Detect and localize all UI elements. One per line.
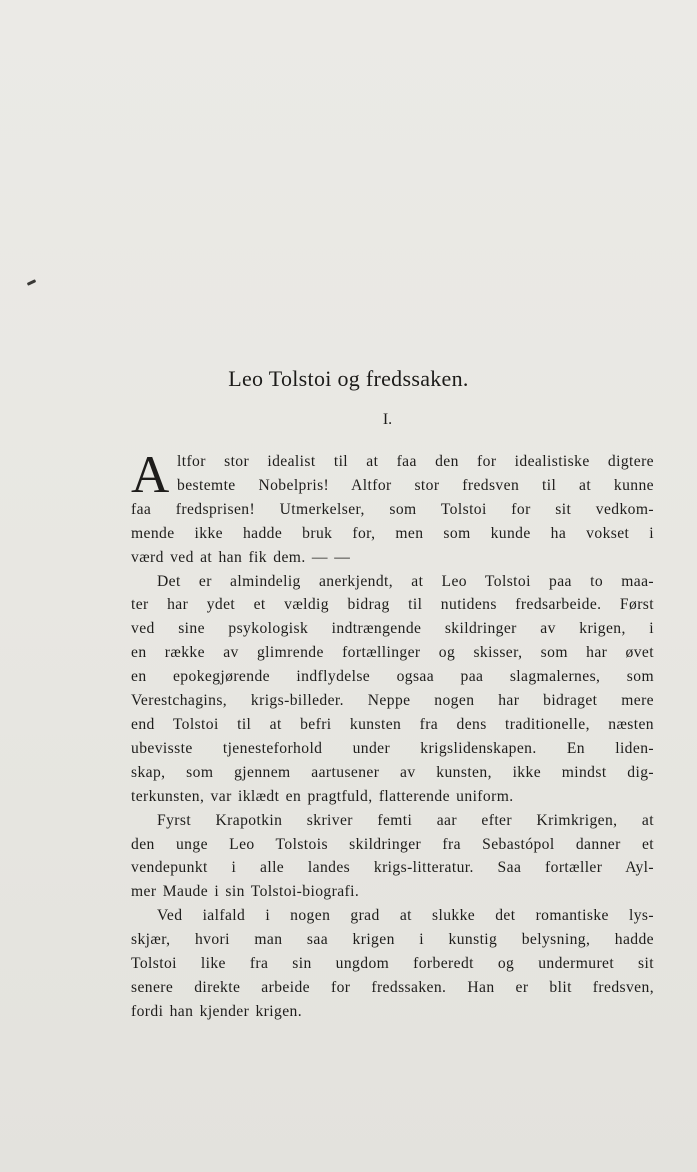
paragraph-1 (131, 446, 654, 570)
text-line: den unge Leo Tolstois skildringer fra Sebastópol danner et (131, 835, 654, 853)
text-line: mer Maude i sin Tolstoi-biografi. (131, 883, 360, 901)
text-line: senere direkte arbeide for fredssaken. Han er blit fredsven, (131, 978, 654, 996)
text-line: en række av glimrende fortællinger og skisser, som har øvet (131, 644, 654, 662)
text-line: skjær, hvori man saa krigen i kunstig belysning, hadde (131, 931, 654, 949)
paragraph-3 (131, 809, 654, 905)
text-line: fordi han kjender krigen. (131, 1002, 303, 1020)
section-number: I. (382, 411, 393, 428)
text-line: ltfor stor idealist til at faa den for idealistiske digtere (177, 453, 654, 470)
text-line: Fyrst Krapotkin skriver femti aar efter Krimkrigen, at (157, 811, 654, 829)
text-line: end Tolstoi til at befri kunsten fra dens traditionelle, næsten (131, 715, 654, 733)
text-line: værd ved at han fik dem. — — (131, 548, 351, 566)
page-mark (27, 279, 36, 286)
text-line: vendepunkt i alle landes krigs-litteratur. Saa fortæller Ayl- (131, 859, 654, 877)
text-line: skap, som gjennem aartusener av kunsten, ikke mindst dig- (131, 763, 654, 781)
text-line: Verestchagins, krigs-billeder. Neppe nogen har bidraget mere (131, 692, 654, 710)
text-line: Tolstoi like fra sin ungdom forberedt og undermuret sit (131, 955, 654, 973)
paragraph-2 (131, 570, 654, 809)
chapter-title: Leo Tolstoi og fredssaken. (228, 366, 469, 391)
text-line: mende ikke hadde bruk for, men som kunde ha vokset i (131, 524, 654, 542)
text-line: terkunsten, var iklædt en pragtfuld, flatterende uniform. (131, 787, 514, 805)
text-line: Det er almindelig anerkjendt, at Leo Tolstoi paa to maa- (157, 572, 654, 590)
text-line: ubevisste tjenesteforhold under krigslidenskapen. En liden- (131, 739, 654, 757)
text-line: en epokegjørende indflydelse ogsaa paa slagmalernes, som (131, 668, 654, 686)
drop-cap: A (131, 446, 170, 504)
text-line: ter har ydet et vældig bidrag til nutidens fredsarbeide. Først (131, 596, 654, 614)
text-line: ved sine psykologisk indtrængende skildringer av krigen, i (131, 620, 654, 638)
paragraph-4 (131, 904, 654, 1024)
body-text (131, 446, 654, 1024)
text-line: faa fredsprisen! Utmerkelser, som Tolstoi for sit vedkom- (131, 500, 654, 518)
text-line: bestemte Nobelpris! Altfor stor fredsven til at kunne (177, 476, 654, 494)
text-line: Ved ialfald i nogen grad at slukke det romantiske lys- (157, 907, 654, 925)
